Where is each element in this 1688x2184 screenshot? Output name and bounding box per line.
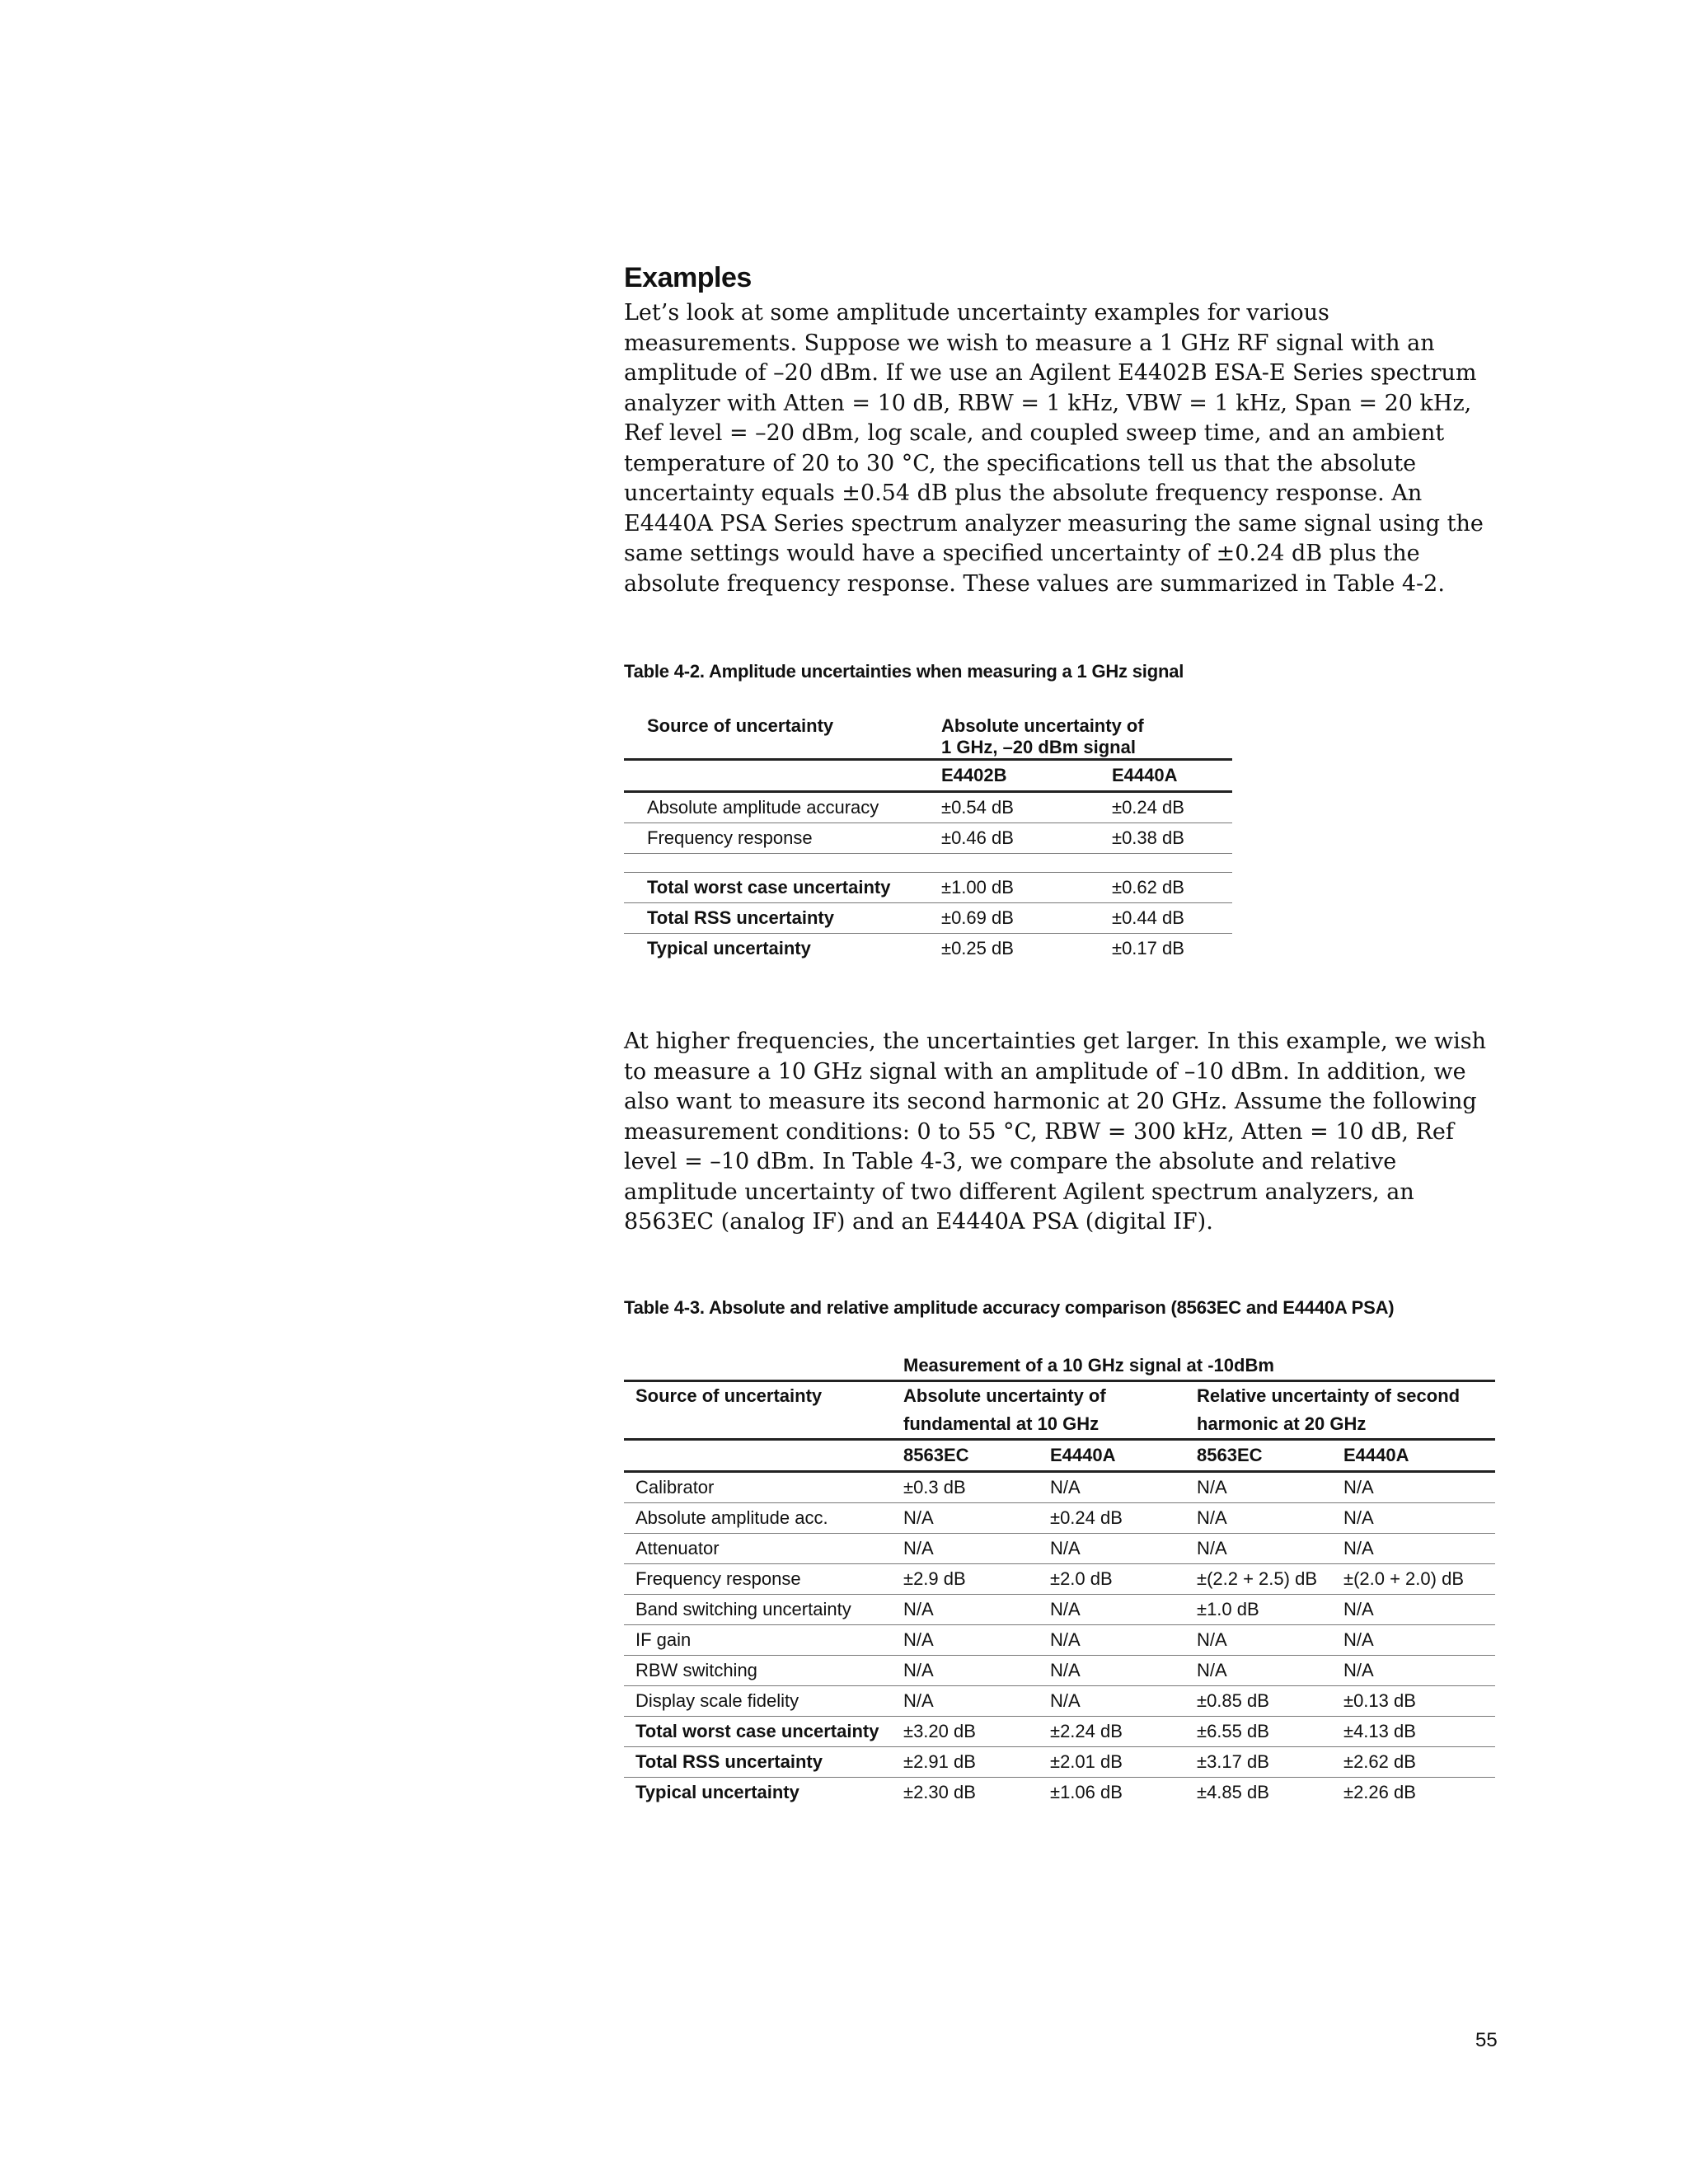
- row-label: Calibrator: [624, 1472, 903, 1503]
- row-value: ±4.13 dB: [1343, 1717, 1495, 1747]
- row-value: N/A: [1197, 1472, 1343, 1503]
- second-paragraph: At higher frequencies, the uncertainties get larger. In this example, we wish to measure a 10 GHz signal with an amplitude of –10 dBm. In addition, we also want to measure its second harmonic at 20 GHz. Assume the following measurement conditions: 0 to 55 °C, RBW = 300 kHz, Atten = 10 dB, Ref level = –10 dBm. In Table 4-3, we compare the absolute and relative amplitude uncertainty of two different Agilent spectrum analyzers, an 8563EC (analog IF) and an E4440A PSA (digital IF).: [624, 1029, 1487, 1235]
- row-value: N/A: [1343, 1625, 1495, 1656]
- row-value: N/A: [903, 1503, 1050, 1534]
- table1-header-group-line1: Absolute uncertainty of: [941, 715, 1144, 736]
- row-value: N/A: [1050, 1625, 1197, 1656]
- table-row: [624, 934, 1232, 964]
- row-value: N/A: [903, 1595, 1050, 1625]
- row-label: Typical uncertainty: [635, 1782, 799, 1802]
- row-label: Total worst case uncertainty: [624, 873, 941, 903]
- row-label: Attenuator: [624, 1534, 903, 1564]
- table2-group1-line2: fundamental at 10 GHz: [903, 1410, 1197, 1440]
- table1-col-e4440a: E4440A: [1112, 760, 1232, 792]
- row-value: N/A: [903, 1656, 1050, 1686]
- row-value: ±0.17 dB: [1112, 938, 1184, 958]
- table1-col-e4402b: E4402B: [941, 760, 1112, 792]
- row-value: ±2.01 dB: [1050, 1747, 1197, 1778]
- table-row: [624, 1625, 1495, 1656]
- table-row: [624, 1503, 1495, 1534]
- row-value: ±(2.0 + 2.0) dB: [1343, 1564, 1495, 1595]
- table2-blank-cell: [624, 1352, 903, 1381]
- row-value: ±3.20 dB: [903, 1717, 1050, 1747]
- row-value: ±2.62 dB: [1343, 1747, 1495, 1778]
- row-value: N/A: [903, 1686, 1050, 1717]
- row-value: ±2.0 dB: [1050, 1564, 1197, 1595]
- row-value: ±2.9 dB: [903, 1564, 1050, 1595]
- row-value: N/A: [1343, 1595, 1495, 1625]
- table2-group2-line1: Relative uncertainty of second: [1197, 1385, 1461, 1406]
- table2-blank-cell: [624, 1410, 903, 1440]
- table-row: [624, 903, 1232, 934]
- table2-blank-cell: [624, 1440, 903, 1472]
- row-value: N/A: [903, 1534, 1050, 1564]
- row-value: N/A: [1197, 1503, 1343, 1534]
- row-value: ±6.55 dB: [1197, 1717, 1343, 1747]
- row-value: ±2.26 dB: [1343, 1782, 1416, 1802]
- table1-blank-cell: [624, 760, 941, 792]
- table-4-3: [624, 1352, 1495, 1807]
- table-4-3-caption: Table 4-3. Absolute and relative amplitude accuracy comparison (8563EC and E4440A PSA): [624, 1297, 1395, 1318]
- row-label: Frequency response: [624, 1564, 903, 1595]
- table2-col-e4440a: E4440A: [1050, 1440, 1197, 1472]
- table-row: [624, 1656, 1495, 1686]
- row-value: ±0.24 dB: [1050, 1503, 1197, 1534]
- row-value: ±0.13 dB: [1343, 1686, 1495, 1717]
- row-value: ±0.46 dB: [941, 823, 1112, 854]
- table-row: [624, 1747, 1495, 1778]
- row-label: RBW switching: [624, 1656, 903, 1686]
- table-row: [624, 1686, 1495, 1717]
- table-row: [624, 1717, 1495, 1747]
- row-value: ±1.00 dB: [941, 873, 1112, 903]
- row-label: Frequency response: [624, 823, 941, 854]
- row-value: N/A: [1050, 1656, 1197, 1686]
- row-value: ±2.24 dB: [1050, 1717, 1197, 1747]
- row-value: ±0.3 dB: [903, 1472, 1050, 1503]
- table2-col-e4440a: E4440A: [1343, 1440, 1495, 1472]
- row-label: Absolute amplitude acc.: [624, 1503, 903, 1534]
- table-row: [624, 1595, 1495, 1625]
- row-value: ±3.17 dB: [1197, 1747, 1343, 1778]
- row-value: N/A: [1050, 1686, 1197, 1717]
- row-value: N/A: [1197, 1625, 1343, 1656]
- row-value: N/A: [1343, 1534, 1495, 1564]
- row-label: Typical uncertainty: [647, 938, 811, 958]
- table-row: [624, 1564, 1495, 1595]
- row-value: ±0.44 dB: [1112, 903, 1232, 934]
- table-row: [624, 1778, 1495, 1808]
- table-row: [624, 1472, 1495, 1503]
- table2-header-source: Source of uncertainty: [624, 1381, 903, 1411]
- row-value: ±0.38 dB: [1112, 823, 1232, 854]
- row-value: N/A: [1197, 1656, 1343, 1686]
- row-value: N/A: [1343, 1656, 1495, 1686]
- table-row: [624, 1534, 1495, 1564]
- row-value: ±0.69 dB: [941, 903, 1112, 934]
- row-value: ±0.62 dB: [1112, 873, 1232, 903]
- row-value: ±0.24 dB: [1112, 792, 1232, 823]
- table2-col-8563ec: 8563EC: [1197, 1440, 1343, 1472]
- table-row: [624, 792, 1232, 823]
- row-value: N/A: [1050, 1595, 1197, 1625]
- row-label: Total RSS uncertainty: [624, 903, 941, 934]
- row-value: ±2.30 dB: [903, 1782, 976, 1802]
- page-number: 55: [1475, 2029, 1498, 2051]
- table1-header-group-line2: 1 GHz, –20 dBm signal: [941, 737, 1136, 757]
- row-value: ±1.0 dB: [1197, 1595, 1343, 1625]
- table-row: [624, 873, 1232, 903]
- row-label: Total worst case uncertainty: [624, 1717, 903, 1747]
- row-label: Total RSS uncertainty: [624, 1747, 903, 1778]
- table2-group2-line2: harmonic at 20 GHz: [1197, 1410, 1495, 1440]
- table-4-2-caption: Table 4-2. Amplitude uncertainties when measuring a 1 GHz signal: [624, 661, 1184, 682]
- row-value: N/A: [1343, 1503, 1495, 1534]
- row-value: N/A: [1050, 1534, 1197, 1564]
- row-value: ±0.25 dB: [941, 938, 1014, 958]
- table2-col-8563ec: 8563EC: [903, 1440, 1050, 1472]
- table-row: [624, 823, 1232, 854]
- row-value: N/A: [1343, 1472, 1495, 1503]
- row-value: ±(2.2 + 2.5) dB: [1197, 1564, 1343, 1595]
- table1-header-source: Source of uncertainty: [647, 715, 834, 736]
- table2-super-header: Measurement of a 10 GHz signal at -10dBm: [903, 1352, 1495, 1381]
- row-value: N/A: [903, 1625, 1050, 1656]
- table2-group1-line1: Absolute uncertainty of: [903, 1385, 1106, 1406]
- row-label: IF gain: [624, 1625, 903, 1656]
- row-label: Display scale fidelity: [624, 1686, 903, 1717]
- table-4-2: [624, 715, 1232, 963]
- row-value: N/A: [1050, 1472, 1197, 1503]
- intro-paragraph: Let’s look at some amplitude uncertainty examples for various measurements. Suppose we wish to measure a 1 GHz RF signal with an amplitude of –20 dBm. If we use an Agilent E4402B ESA-E Series spectrum analyzer with Atten = 10 dB, RBW = 1 kHz, VBW = 1 kHz, Span = 20 kHz, Ref level = –20 dBm, log scale, and coupled sweep time, and an ambient temperature of 20 to 30 °C, the specifications tell us that the absolute uncertainty equals ±0.54 dB plus the absolute frequency response. An E4440A PSA Series spectrum analyzer measuring the same signal using the same settings would have a specified uncertainty of ±0.24 dB plus the absolute frequency response. These values are summarized in Table 4-2.: [624, 300, 1484, 597]
- row-value: ±0.54 dB: [941, 792, 1112, 823]
- row-value: ±0.85 dB: [1197, 1686, 1343, 1717]
- row-value: ±4.85 dB: [1197, 1782, 1269, 1802]
- row-label: Absolute amplitude accuracy: [624, 792, 941, 823]
- row-value: ±2.91 dB: [903, 1747, 1050, 1778]
- row-value: N/A: [1197, 1534, 1343, 1564]
- row-value: ±1.06 dB: [1050, 1782, 1123, 1802]
- row-label: Band switching uncertainty: [624, 1595, 903, 1625]
- table-spacer-row: [624, 854, 1232, 873]
- section-heading: Examples: [624, 262, 752, 293]
- table1-header-group: [941, 715, 1232, 760]
